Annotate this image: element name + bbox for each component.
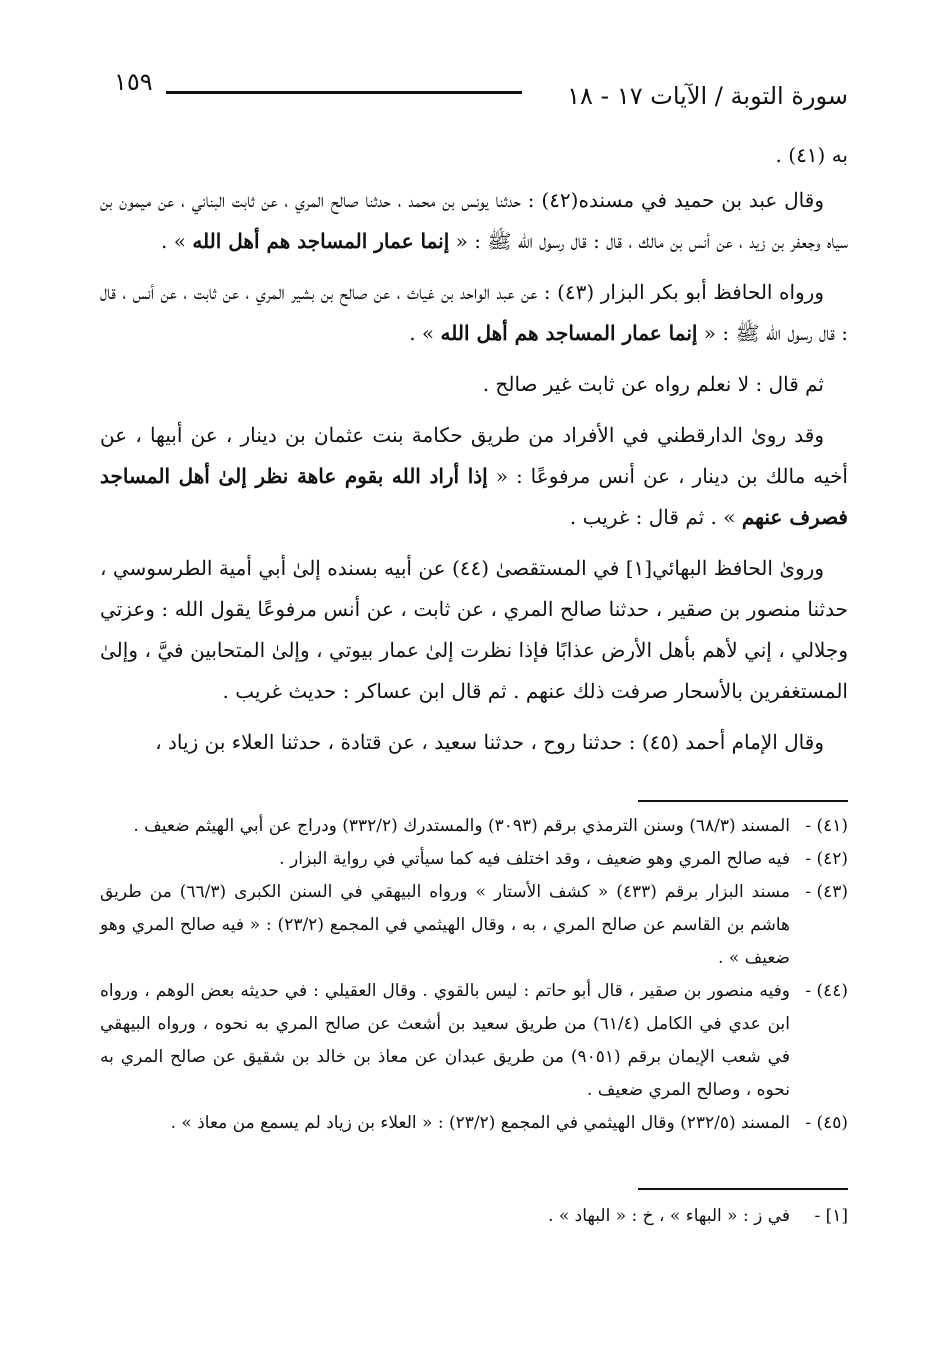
- paragraph-ad-daraqutni: [100, 415, 848, 538]
- footnote-text: وفيه منصور بن صقير ، قال أبو حاتم : ليس بالقوي . وقال العقيلي : في حديثه بعض الوهم ، ورواه ابن عدي في الكامل (٦١/٤) من طريق سعيد بن أشعث عن صالح المري به نحوه ، ورواه البيهقي في شعب الإيمان برقم (٩٠٥١) من طريق عبدان عن معاذ بن خالد بن شقيق عن صالح المري به نحوه ، وصالح المري ضعيف .: [100, 981, 790, 1100]
- paragraph-text: ورواه الحافظ أبو بكر البزار (٤٣) : عن عبد الواحد بن غياث ، عن صالح بن بشير المري ، عن ثابت ، عن أنس ، قال : قال رسول الله ﷺ : «: [100, 280, 848, 345]
- footnote-text: المسند (٢٣٢/٥) وقال الهيثمي في المجمع (٢٣/٢) : « العلاء بن زياد لم يسمع من معاذ » .: [170, 1113, 790, 1133]
- paragraph-text: » .: [409, 321, 441, 345]
- paragraph-thumma-qala: ثم قال : لا نعلم رواه عن ثابت غير صالح .: [482, 372, 824, 396]
- paragraph-continuation: به (٤١) .: [775, 143, 848, 167]
- footnote-number: (٤٣) -: [805, 882, 848, 902]
- main-text: [100, 135, 848, 773]
- paragraph-text: » .: [161, 229, 193, 253]
- variant-text: في ز : « البهاء » ، خ : « البهاد » .: [548, 1206, 790, 1226]
- paragraph-imam-ahmad: وقال الإمام أحمد (٤٥) : حدثنا روح ، حدثنا سعيد ، عن قتادة ، حدثنا العلاء بن زياد ،: [155, 730, 824, 754]
- variant-note-1: [100, 1200, 848, 1233]
- footnote-43: [100, 876, 848, 975]
- hadith-text: إذا أراد الله بقوم عاهة نظر إلىٰ أهل المساجد فصرف عنهم: [100, 464, 848, 529]
- footnote-44: [100, 975, 848, 1107]
- footnote-separator-line: [638, 800, 848, 802]
- footnote-text: المسند (٦٨/٣) وسنن الترمذي برقم (٣٠٩٣) والمستدرك (٣٣٢/٢) ودراج عن أبي الهيثم ضعيف .: [133, 816, 790, 836]
- hadith-text: إنما عمار المساجد هم أهل الله: [440, 321, 698, 345]
- footnote-45: [100, 1107, 848, 1140]
- footnote-number: (٤١) -: [805, 816, 848, 836]
- paragraph-text: وقد روىٰ الدارقطني في الأفراد من طريق حكامة بنت عثمان بن دينار ، عن أبيها ، عن أخيه مالك بن دينار ، عن أنس مرفوعًا : «: [100, 423, 848, 488]
- footnote-number: (٤٥) -: [805, 1113, 848, 1133]
- footnote-41: [100, 810, 848, 843]
- paragraph-al-bazzar: [100, 272, 848, 354]
- manuscript-variants: [100, 1200, 848, 1233]
- variant-number: [١] -: [814, 1206, 848, 1226]
- header-rule: [166, 91, 522, 94]
- footnote-number: (٤٤) -: [805, 981, 848, 1001]
- paragraph-al-bahai: وروىٰ الحافظ البهائي[١] في المستقصىٰ (٤٤) عن أبيه بسنده إلىٰ أبي أمية الطرسوسي ، حدثنا منصور بن صقير ، حدثنا صالح المري ، عن ثابت ، عن أنس مرفوعًا يقول الله : وعزتي وجلالي ، إني لأهم بأهل الأرض عذابًا فإذا نظرت إلىٰ عمار بيوتي ، وإلىٰ المتحابين فيَّ ، وإلىٰ المستغفرين بالأسحار صرفت ذلك عنهم . ثم قال ابن عساكر : حديث غريب .: [100, 556, 848, 703]
- page-header: [100, 62, 848, 122]
- variants-separator-line: [638, 1188, 848, 1190]
- running-title: سورة التوبة / الآيات ١٧ - ١٨: [567, 82, 848, 110]
- footnotes: [100, 810, 848, 1140]
- paragraph-text: وقال عبد بن حميد في مسنده(٤٢) : حدثنا يونس بن محمد ، حدثنا صالح المري ، عن ثابت البناني ، عن ميمون بن سياه وجعفر بن زيد ، عن أنس بن مالك ، قال : قال رسول الله ﷺ : «: [100, 188, 848, 253]
- footnote-text: فيه صالح المري وهو ضعيف ، وقد اختلف فيه كما سيأتي في رواية البزار .: [279, 849, 790, 869]
- footnote-number: (٤٢) -: [805, 849, 848, 869]
- footnote-42: [100, 843, 848, 876]
- paragraph-abd-ibn-humaid: [100, 180, 848, 262]
- footnote-text: مسند البزار برقم (٤٣٣) « كشف الأستار » ورواه البيهقي في السنن الكبرى (٦٦/٣) من طريق هاشم بن القاسم عن صالح المري ، به ، وقال الهيثمي في المجمع (٢٣/٢) : « فيه صالح المري وهو ضعيف » .: [100, 882, 791, 968]
- hadith-text: إنما عمار المساجد هم أهل الله: [192, 229, 450, 253]
- page-number: ١٥٩: [114, 68, 153, 96]
- paragraph-text: » . ثم قال : غريب .: [569, 505, 742, 529]
